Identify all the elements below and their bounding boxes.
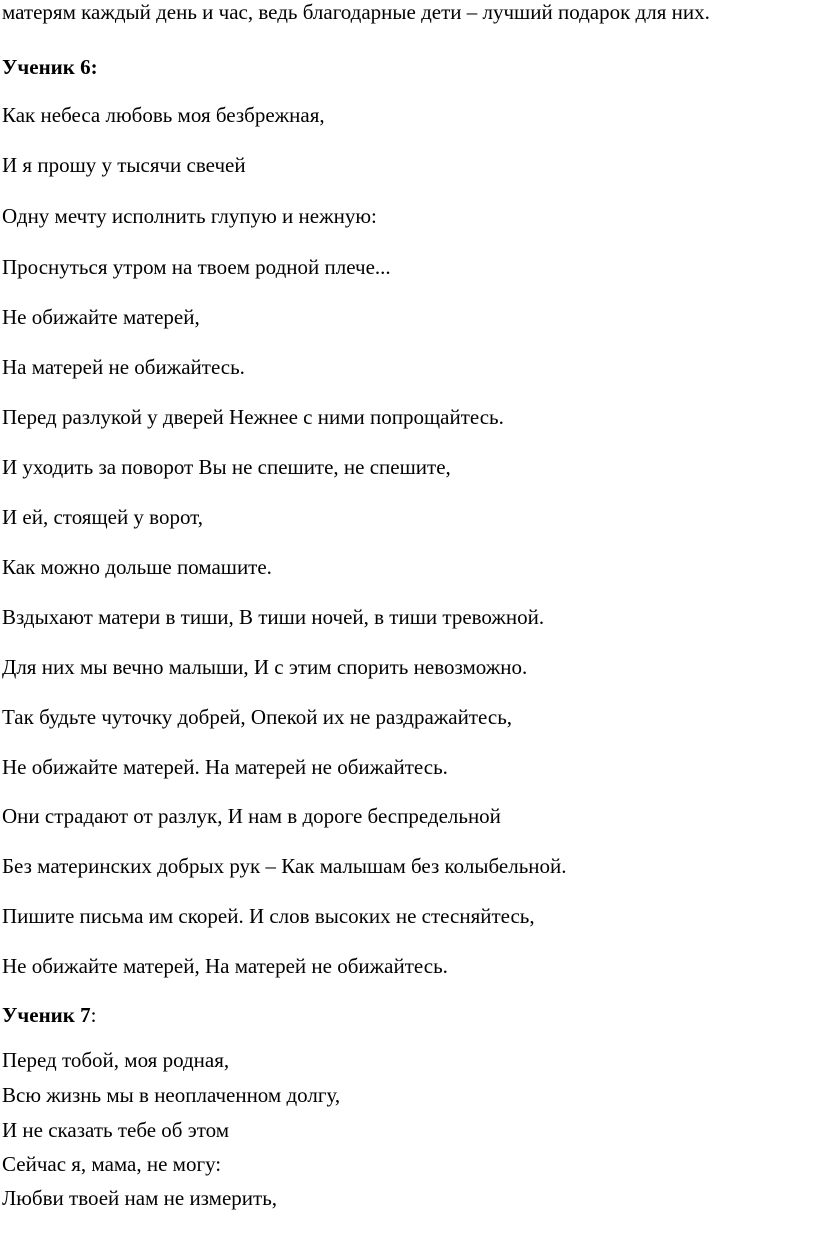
poem-line: И я прошу у тысячи свечей: [2, 153, 246, 177]
poem-line: Всю жизнь мы в неоплаченном долгу,: [2, 1083, 341, 1107]
poem-line: Не обижайте матерей. На матерей не обижайтесь.: [2, 755, 448, 779]
poem-line: Любви твоей нам не измерить,: [2, 1186, 278, 1210]
intro-line: матерям каждый день и час, ведь благодарные дети – лучший подарок для них.: [2, 0, 710, 24]
student-6-heading: Ученик 6:: [2, 55, 98, 79]
poem-line: И не сказать тебе об этом: [2, 1118, 230, 1142]
student-7-heading-colon: :: [90, 1003, 97, 1027]
poem-line: Одну мечту исполнить глупую и нежную:: [2, 204, 377, 228]
poem-line: Без материнских добрых рук – Как малышам без колыбельной.: [2, 854, 567, 878]
student-7-heading: [2, 1003, 96, 1027]
poem-line: И уходить за поворот Вы не спешите, не спешите,: [2, 455, 451, 479]
poem-line: Сейчас я, мама, не могу:: [2, 1152, 222, 1176]
poem-line: Не обижайте матерей, На матерей не обижайтесь.: [2, 954, 448, 978]
student-7-heading-label: Ученик 7: [2, 1003, 91, 1027]
poem-line: Вздыхают матери в тиши, В тиши ночей, в тиши тревожной.: [2, 605, 545, 629]
poem-line: Как небеса любовь моя безбрежная,: [2, 103, 325, 127]
poem-line: Не обижайте матерей,: [2, 305, 200, 329]
poem-line: Проснуться утром на твоем родной плече...: [2, 255, 391, 279]
poem-line: Пишите письма им скорей. И слов высоких не стесняйтесь,: [2, 904, 535, 928]
poem-line: На матерей не обижайтесь.: [2, 355, 245, 379]
poem-line: Перед тобой, моя родная,: [2, 1048, 230, 1072]
poem-line: И ей, стоящей у ворот,: [2, 505, 204, 529]
poem-line: Как можно дольше помашите.: [2, 555, 272, 579]
poem-line: Они страдают от разлук, И нам в дороге беспредельной: [2, 804, 501, 828]
poem-line: Для них мы вечно малыши, И с этим спорить невозможно.: [2, 655, 528, 679]
poem-line: Перед разлукой у дверей Нежнее с ними попрощайтесь.: [2, 405, 504, 429]
poem-line: Так будьте чуточку добрей, Опекой их не раздражайтесь,: [2, 705, 513, 729]
